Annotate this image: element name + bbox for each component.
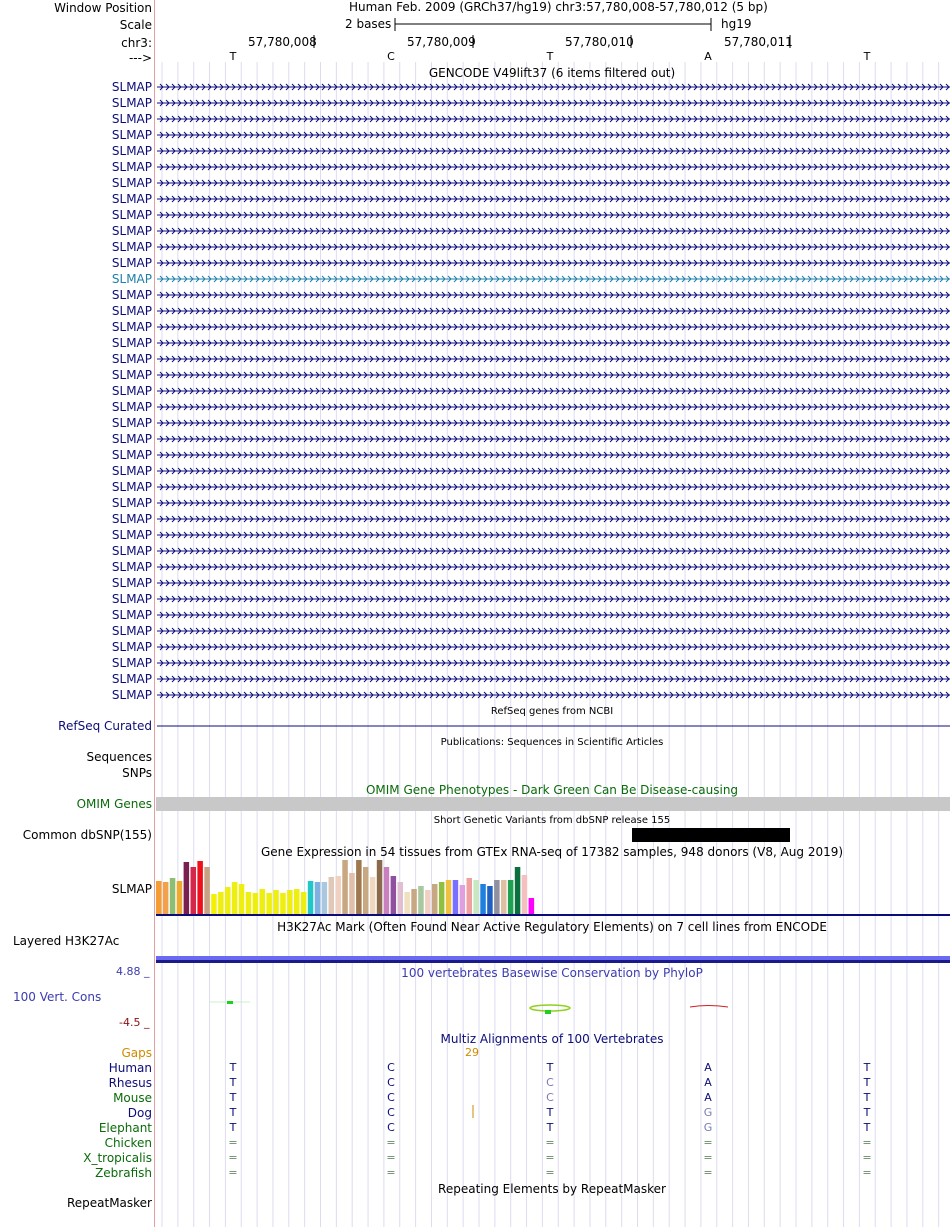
- reference-base: T: [229, 50, 237, 63]
- gtex-tissue-bar: [170, 878, 176, 914]
- phylop-track-title: 100 vertebrates Basewise Conservation by PhyloP: [401, 966, 703, 980]
- gtex-tissue-bar: [225, 887, 231, 914]
- gencode-gene-label[interactable]: SLMAP: [111, 512, 152, 526]
- gtex-tissue-bar: [239, 884, 245, 914]
- phylop-score: [545, 1010, 551, 1014]
- gtex-tissue-bar: [460, 885, 466, 914]
- alignment-base: =: [703, 1166, 713, 1179]
- gtex-tissue-bar: [363, 867, 369, 914]
- gencode-gene-label[interactable]: SLMAP: [111, 256, 152, 270]
- publications-track-title: Publications: Sequences in Scientific Articles: [440, 737, 664, 748]
- reference-base: C: [387, 50, 395, 63]
- gtex-tissue-bar: [425, 890, 431, 914]
- gtex-tissue-bar: [494, 880, 500, 914]
- alignment-base: =: [545, 1136, 555, 1149]
- multiz-track-title: Multiz Alignments of 100 Vertebrates: [440, 1032, 664, 1046]
- chrom-label: chr3:: [121, 36, 152, 50]
- gencode-gene-label[interactable]: SLMAP: [111, 208, 152, 222]
- gtex-tissue-bar: [253, 893, 259, 914]
- species-label[interactable]: Zebrafish: [95, 1166, 152, 1180]
- repeatmasker-track-title: Repeating Elements by RepeatMasker: [438, 1182, 666, 1196]
- alignment-base: C: [387, 1121, 395, 1134]
- position-tick-label: 57,780,008: [248, 35, 317, 49]
- gtex-tissue-bar: [204, 867, 210, 914]
- gtex-tissue-bar: [184, 862, 190, 914]
- alignment-base: =: [386, 1151, 396, 1164]
- gtex-tissue-bar: [156, 881, 162, 914]
- h3k27ac-signal-dark: [156, 960, 950, 963]
- gtex-tissue-bar: [308, 881, 314, 914]
- gencode-gene-label[interactable]: SLMAP: [111, 320, 152, 334]
- alignment-base: T: [546, 1121, 554, 1134]
- gtex-tissue-bar: [191, 867, 197, 914]
- alignment-base: =: [228, 1166, 238, 1179]
- h3k27ac-track-label[interactable]: Layered H3K27Ac: [13, 934, 120, 948]
- gtex-track-label[interactable]: SLMAP: [111, 882, 152, 896]
- reference-base: T: [546, 50, 554, 63]
- gencode-gene-label[interactable]: SLMAP: [111, 368, 152, 382]
- gencode-gene-label[interactable]: SLMAP: [111, 560, 152, 574]
- gtex-tissue-bar: [446, 880, 452, 914]
- gtex-tissue-bar: [260, 889, 266, 914]
- gtex-tissue-bar: [301, 892, 307, 914]
- gtex-tissue-bar: [218, 892, 224, 914]
- gencode-gene-label[interactable]: SLMAP: [111, 528, 152, 542]
- species-label[interactable]: Dog: [127, 1106, 152, 1120]
- gtex-tissue-bar: [508, 880, 514, 914]
- alignment-base: =: [228, 1136, 238, 1149]
- reference-base: A: [704, 50, 712, 63]
- gencode-gene-label[interactable]: SLMAP: [111, 656, 152, 670]
- alignment-base: =: [703, 1151, 713, 1164]
- gtex-tissue-bar: [163, 882, 169, 914]
- gencode-gene-label[interactable]: SLMAP: [111, 272, 152, 286]
- gtex-tissue-bar: [273, 890, 279, 914]
- alignment-base: T: [863, 1106, 871, 1119]
- gtex-tissue-bar: [246, 892, 252, 914]
- position-tick-label: 57,780,009: [407, 35, 476, 49]
- gencode-gene-label[interactable]: SLMAP: [111, 96, 152, 110]
- gencode-track-title: GENCODE V49lift37 (6 items filtered out): [428, 66, 676, 80]
- position-tick-label: 57,780,011: [724, 35, 793, 49]
- species-label[interactable]: Rhesus: [108, 1076, 152, 1090]
- gtex-tissue-bar: [294, 889, 300, 914]
- gtex-tissue-bar: [411, 889, 417, 914]
- dbsnp-track-label[interactable]: Common dbSNP(155): [22, 828, 152, 842]
- gencode-gene-label[interactable]: SLMAP: [111, 576, 152, 590]
- gtex-tissue-bar: [266, 893, 272, 914]
- gencode-gene-label[interactable]: SLMAP: [111, 496, 152, 510]
- gencode-gene-label[interactable]: SLMAP: [111, 592, 152, 606]
- gencode-gene-label[interactable]: SLMAP: [111, 352, 152, 366]
- species-label[interactable]: Mouse: [113, 1091, 152, 1105]
- alignment-base: T: [229, 1061, 237, 1074]
- gtex-tissue-bar: [467, 878, 473, 914]
- alignment-base: G: [703, 1106, 713, 1119]
- alignment-base: T: [863, 1061, 871, 1074]
- alignment-base: C: [546, 1091, 554, 1104]
- gencode-gene-label[interactable]: SLMAP: [111, 688, 152, 702]
- window-position-value: Human Feb. 2009 (GRCh37/hg19) chr3:57,780,008-57,780,012 (5 bp): [349, 0, 768, 14]
- gencode-gene-label[interactable]: SLMAP: [111, 480, 152, 494]
- gencode-gene-label[interactable]: SLMAP: [111, 672, 152, 686]
- alignment-base: T: [546, 1061, 554, 1074]
- phylop-negative: [690, 1006, 728, 1008]
- alignment-base: C: [387, 1091, 395, 1104]
- gencode-gene-label[interactable]: SLMAP: [111, 144, 152, 158]
- gtex-track-title: Gene Expression in 54 tissues from GTEx RNA-seq of 17382 samples, 948 donors (V8, Aug 2019): [260, 845, 844, 859]
- gap-count: 29: [465, 1046, 479, 1059]
- phylop-min-label: -4.5 _: [119, 1016, 150, 1029]
- dbsnp-track-title: Short Genetic Variants from dbSNP release 155: [433, 815, 671, 826]
- gtex-tissue-bar: [515, 867, 521, 914]
- gtex-tissue-bar: [322, 882, 328, 914]
- gencode-gene-label[interactable]: SLMAP: [111, 336, 152, 350]
- gencode-gene-label[interactable]: SLMAP: [111, 288, 152, 302]
- gencode-gene-label[interactable]: SLMAP: [111, 608, 152, 622]
- gencode-gene-label[interactable]: SLMAP: [111, 240, 152, 254]
- gtex-tissue-bar: [370, 877, 376, 914]
- alignment-base: =: [703, 1136, 713, 1149]
- gtex-tissue-bar: [384, 867, 390, 914]
- alignment-base: C: [387, 1106, 395, 1119]
- scale-label: Scale: [119, 18, 152, 32]
- alignment-base: T: [229, 1076, 237, 1089]
- gtex-tissue-bar: [453, 880, 459, 914]
- alignment-base: T: [229, 1091, 237, 1104]
- gencode-gene-label[interactable]: SLMAP: [111, 80, 152, 94]
- alignment-base: A: [704, 1061, 712, 1074]
- strand-label: --->: [128, 51, 152, 65]
- species-label[interactable]: Chicken: [104, 1136, 152, 1150]
- alignment-base: T: [863, 1076, 871, 1089]
- species-label[interactable]: Human: [108, 1061, 152, 1075]
- gtex-tissue-bar: [315, 882, 321, 914]
- window-position-label: Window Position: [54, 1, 152, 15]
- gencode-gene-label[interactable]: SLMAP: [111, 640, 152, 654]
- gencode-gene-label[interactable]: SLMAP: [111, 224, 152, 238]
- gtex-tissue-bar: [232, 882, 238, 914]
- scale-db: hg19: [721, 17, 752, 31]
- gtex-tissue-bar: [349, 873, 355, 914]
- gencode-gene-label[interactable]: SLMAP: [111, 384, 152, 398]
- omim-track-title: OMIM Gene Phenotypes - Dark Green Can Be Disease-causing: [365, 783, 739, 797]
- phylop-track-label[interactable]: 100 Vert. Cons: [13, 990, 102, 1004]
- gencode-gene-label[interactable]: SLMAP: [111, 400, 152, 414]
- alignment-base: =: [386, 1136, 396, 1149]
- phylop-score: [227, 1001, 233, 1004]
- gencode-gene-label[interactable]: SLMAP: [111, 544, 152, 558]
- alignment-base: =: [862, 1151, 872, 1164]
- gencode-gene-label[interactable]: SLMAP: [111, 128, 152, 142]
- publications-sequences-label[interactable]: Sequences: [86, 750, 152, 764]
- gtex-tissue-bar: [439, 882, 445, 914]
- gtex-tissue-bar: [342, 860, 348, 914]
- alignment-base: G: [703, 1121, 713, 1134]
- alignment-base: C: [387, 1076, 395, 1089]
- alignment-base: C: [546, 1076, 554, 1089]
- alignment-base: T: [229, 1106, 237, 1119]
- gtex-tissue-bar: [329, 877, 335, 914]
- gencode-gene-label[interactable]: SLMAP: [111, 448, 152, 462]
- gtex-tissue-bar: [177, 881, 183, 914]
- gencode-gene-label[interactable]: SLMAP: [111, 464, 152, 478]
- gtex-tissue-bar: [501, 880, 507, 914]
- gtex-tissue-bar: [418, 886, 424, 914]
- gencode-gene-label[interactable]: SLMAP: [111, 624, 152, 638]
- alignment-base: =: [386, 1166, 396, 1179]
- alignment-base: =: [228, 1151, 238, 1164]
- gtex-tissue-bar: [280, 893, 286, 914]
- alignment-base: A: [704, 1076, 712, 1089]
- species-label[interactable]: X_tropicalis: [83, 1151, 152, 1165]
- alignment-base: =: [545, 1166, 555, 1179]
- gencode-gene-label[interactable]: SLMAP: [111, 432, 152, 446]
- gencode-gene-label[interactable]: SLMAP: [111, 304, 152, 318]
- position-tick-label: 57,780,010: [565, 35, 634, 49]
- gtex-tissue-bar: [335, 876, 341, 914]
- gtex-tissue-bar: [356, 860, 362, 914]
- alignment-base: T: [863, 1091, 871, 1104]
- gtex-tissue-bar: [404, 892, 410, 914]
- alignment-base: T: [546, 1106, 554, 1119]
- gtex-tissue-bar: [522, 875, 528, 914]
- gtex-tissue-bar: [480, 884, 486, 914]
- h3k27ac-track-title: H3K27Ac Mark (Often Found Near Active Regulatory Elements) on 7 cell lines from ENCODE: [277, 920, 827, 934]
- gencode-gene-label[interactable]: SLMAP: [111, 416, 152, 430]
- gtex-tissue-bar: [377, 860, 383, 914]
- gencode-gene-label[interactable]: SLMAP: [111, 176, 152, 190]
- publications-snps-label[interactable]: SNPs: [122, 766, 152, 780]
- alignment-base: C: [387, 1061, 395, 1074]
- gtex-tissue-bar: [287, 890, 293, 914]
- refseq-track-title: RefSeq genes from NCBI: [490, 706, 614, 717]
- alignment-base: T: [229, 1121, 237, 1134]
- gtex-tissue-bar: [487, 886, 493, 914]
- gtex-tissue-bar: [473, 880, 479, 914]
- alignment-base: A: [704, 1091, 712, 1104]
- gtex-tissue-bar: [529, 898, 535, 914]
- scale-value: 2 bases: [345, 17, 392, 31]
- omim-track-label[interactable]: OMIM Genes: [76, 797, 152, 811]
- h3k27ac-signal: [156, 956, 950, 960]
- gencode-gene-label[interactable]: SLMAP: [111, 192, 152, 206]
- gtex-tissue-bar: [197, 861, 203, 914]
- gencode-gene-label[interactable]: SLMAP: [111, 160, 152, 174]
- alignment-base: =: [862, 1166, 872, 1179]
- refseq-track-label[interactable]: RefSeq Curated: [58, 719, 152, 733]
- gtex-tissue-bar: [398, 882, 404, 914]
- gencode-gene-label[interactable]: SLMAP: [111, 112, 152, 126]
- species-label[interactable]: Elephant: [98, 1121, 152, 1135]
- reference-base: T: [863, 50, 871, 63]
- dbsnp-variant-bar: [632, 828, 790, 842]
- alignment-base: =: [862, 1136, 872, 1149]
- gaps-label: Gaps: [121, 1046, 152, 1060]
- alignment-base: T: [863, 1121, 871, 1134]
- phylop-max-label: 4.88 _: [116, 965, 150, 978]
- gtex-tissue-bar: [432, 884, 438, 914]
- gtex-tissue-bar: [211, 894, 217, 914]
- alignment-base: =: [545, 1151, 555, 1164]
- omim-gene-bar: [156, 797, 950, 811]
- repeatmasker-track-label[interactable]: RepeatMasker: [66, 1196, 152, 1210]
- gtex-tissue-bar: [391, 876, 397, 914]
